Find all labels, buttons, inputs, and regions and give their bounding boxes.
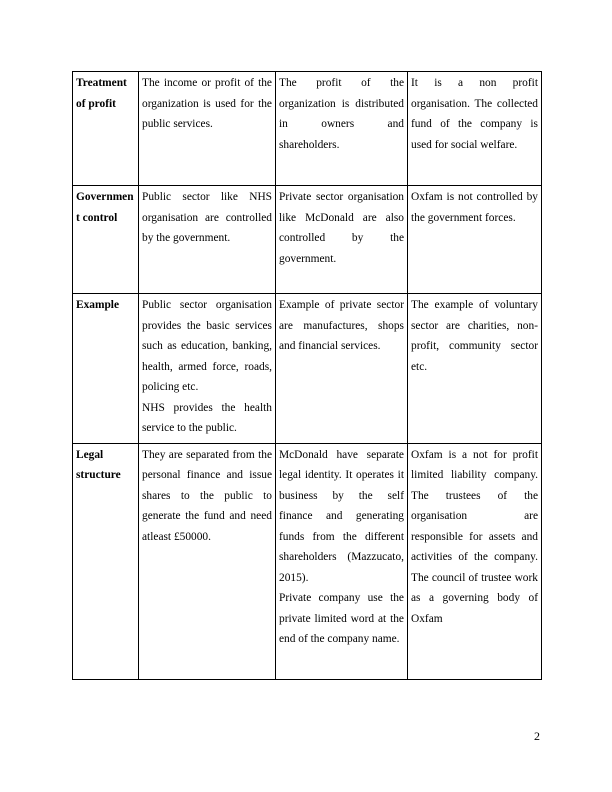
cell-paragraph: Example of private sector are manufactures, shops and financial services. [279,299,404,352]
row-header-text: Example [76,299,120,311]
cell-paragraph: Private company use the private limited word at the end of the company name. [279,592,404,645]
private-sector-cell [276,443,408,679]
table-row [73,186,542,294]
comparison-table [72,71,542,680]
cell-paragraph: Public sector organisation provides the basic services such as education, banking, health, armed force, roads, policing etc. [142,299,272,393]
row-header-cell [73,72,139,186]
table-row [73,443,542,679]
cell-paragraph: NHS provides the health service to the public. [142,401,272,434]
cell-paragraph: The profit of the organization is distributed in owners and shareholders. [279,77,404,151]
row-header-text: Government control [76,191,134,224]
public-sector-cell [139,443,276,679]
table-row [73,72,542,186]
cell-paragraph: Oxfam is a not for profit limited liability company. The trustees of the organisation are responsible for assets and activities of the company. The council of trustee work as a governing body of Oxfam [411,448,538,625]
voluntary-sector-cell [408,294,542,444]
cell-paragraph: Public sector like NHS organisation are controlled by the government. [142,191,272,244]
voluntary-sector-cell [408,443,542,679]
cell-paragraph: The example of voluntary sector are charities, non-profit, community sector etc. [411,299,538,373]
row-header-cell [73,294,139,444]
cell-paragraph: McDonald have separate legal identity. It operates it business by the self finance and generating funds from the different shareholders (Mazzucato, 2015). [279,448,404,584]
cell-paragraph: Private sector organisation like McDonald are also controlled by the government. [279,191,404,265]
cell-paragraph: The income or profit of the organization is used for the public services. [142,77,272,130]
page-number: 2 [534,729,540,743]
public-sector-cell [139,72,276,186]
voluntary-sector-cell [408,72,542,186]
cell-paragraph: It is a non profit organisation. The collected fund of the company is used for social welfare. [411,77,538,151]
row-header-cell [73,443,139,679]
row-header-text: Legal structure [76,448,121,481]
row-header-cell [73,186,139,294]
public-sector-cell [139,294,276,444]
private-sector-cell [276,186,408,294]
cell-paragraph: They are separated from the personal finance and issue shares to the public to generate the fund and need atleast £50000. [142,448,272,543]
voluntary-sector-cell [408,186,542,294]
private-sector-cell [276,72,408,186]
private-sector-cell [276,294,408,444]
public-sector-cell [139,186,276,294]
table-row [73,294,542,444]
row-header-text: Treatment of profit [76,77,127,110]
cell-paragraph: Oxfam is not controlled by the government forces. [411,191,538,224]
